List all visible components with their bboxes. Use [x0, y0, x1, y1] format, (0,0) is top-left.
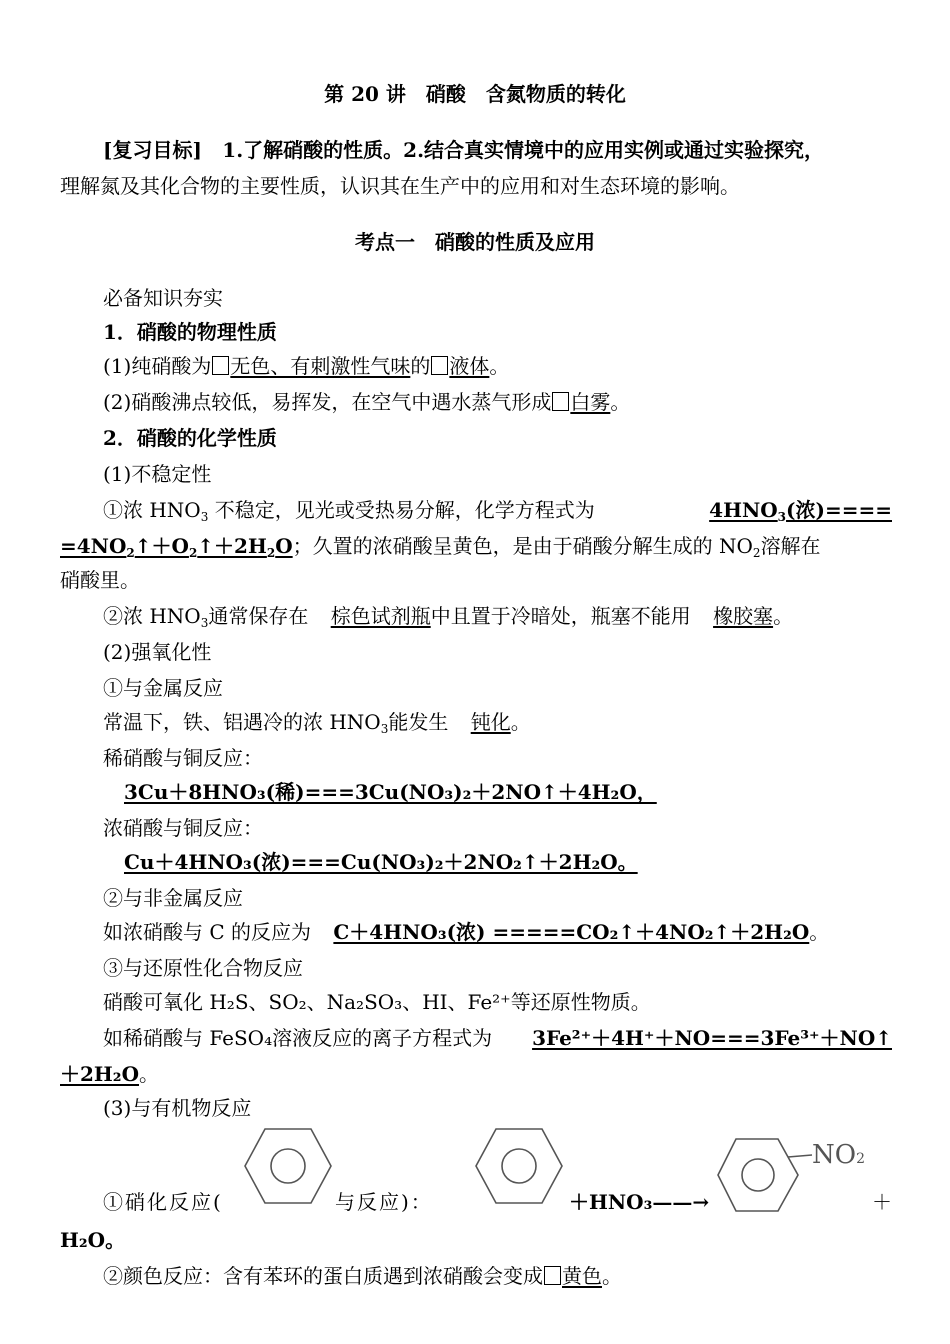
- text: 中且置于冷暗处，瓶塞不能用: [430, 604, 691, 628]
- answer-box: [431, 356, 448, 375]
- review-label: [复习目标]: [103, 138, 202, 162]
- heading-chemical: 2．硝酸的化学性质: [103, 426, 277, 450]
- answer-box: [544, 1266, 561, 1285]
- section-title: 考点一 硝酸的性质及应用: [355, 230, 595, 254]
- carbon-equation: C＋4HNO₃(浓) =====CO₂↑＋4NO₂↑＋2H₂O: [333, 920, 810, 944]
- text: 常温下，铁、铝遇冷的浓 HNO: [103, 710, 381, 734]
- reducing-line: 硝酸可氧化 H₂S、SO₂、Na₂SO₃、HI、Fe²⁺等还原性物质。: [103, 990, 651, 1014]
- review-line-2: 理解氮及其化合物的主要性质，认识其在生产中的应用和对生态环境的影响。: [60, 174, 740, 198]
- nonmetal-heading: ②与非金属反应: [103, 886, 243, 910]
- physical-1: [103, 352, 892, 380]
- answer: 无色、有刺激性气味: [230, 354, 411, 378]
- ionic-line-1: [103, 1024, 892, 1052]
- text: ；久置的浓硝酸呈黄色，是由于硝酸分解生成的 NO: [292, 534, 753, 558]
- page-title: 第 20 讲 硝酸 含氮物质的转化: [324, 82, 626, 106]
- conc-copper-label: 浓硝酸与铜反应：: [103, 816, 263, 840]
- ionic-line-2: [60, 1060, 892, 1088]
- conc-copper-equation: Cu＋4HNO₃(浓)===Cu(NO₃)₂＋2NO₂↑＋2H₂O。: [124, 850, 638, 874]
- sub-oxidizing: (2)强氧化性: [103, 640, 212, 664]
- carbon-line: [103, 918, 892, 946]
- text: ＋: [872, 1190, 892, 1214]
- answer: 橡胶塞: [713, 604, 774, 628]
- metal-heading: ①与金属反应: [103, 676, 223, 700]
- instability-line-2: $=4NO_2↑+O_2↑+2H_2O$；久置的浓硝酸呈黄色，是由于硝酸分解生成的 $NO_2$溶解在: [60, 534, 821, 560]
- text: 溶解在: [760, 534, 821, 558]
- water-line: H₂O。: [60, 1228, 126, 1252]
- text: ②颜色反应：含有苯环的蛋白质遇到浓硝酸会变成: [103, 1264, 543, 1288]
- review-text-1: 1.了解硝酸的性质。2.结合真实情境中的应用实例或通过实验探究，: [222, 138, 825, 162]
- dilute-copper-equation: 3Cu＋8HNO₃(稀)===3Cu(NO₃)₂＋2NO↑＋4H₂O，: [124, 780, 657, 804]
- text: 。: [773, 604, 794, 628]
- text: 的: [410, 354, 431, 378]
- dilute-copper-label: 稀硝酸与铜反应：: [103, 746, 263, 770]
- text: 通常保存在: [208, 604, 309, 628]
- instability-line-1: ①浓 $HNO_3$ 不稳定，见光或受热易分解，化学方程式为 $4HNO_3$(浓)====: [103, 496, 892, 531]
- text: 与反应)：: [335, 1190, 433, 1214]
- storage-line: ②浓 $HNO_3$通常保存在 棕色试剂瓶中且置于冷暗处，瓶塞不能用 橡胶塞。: [103, 604, 794, 630]
- text: 如浓硝酸与 C 的反应为: [103, 920, 312, 944]
- equation-part-1: $4HNO_3$(浓)====: [709, 498, 892, 524]
- no2-label: NO2: [812, 1140, 865, 1170]
- text: ②浓 HNO: [103, 604, 201, 628]
- physical-2: [103, 388, 892, 416]
- sub-instability: (1)不稳定性: [103, 462, 212, 486]
- organic-heading: (3)与有机物反应: [103, 1096, 252, 1120]
- answer: 黄色: [562, 1264, 602, 1288]
- answer-box: [212, 356, 229, 375]
- text: 不稳定，见光或受热易分解，化学方程式为: [214, 498, 595, 522]
- answer: 液体: [449, 354, 490, 378]
- ionic-equation-1: 3Fe²⁺＋4H⁺＋NO===3Fe³⁺＋NO↑: [532, 1026, 892, 1050]
- text: 。: [139, 1062, 159, 1086]
- text: ①硝化反应(: [103, 1190, 223, 1214]
- text: ①浓 HNO: [103, 498, 201, 522]
- reducing-heading: ③与还原性化合物反应: [103, 956, 303, 980]
- ionic-equation-2: ＋2H₂O: [60, 1062, 139, 1086]
- answer: 钝化: [470, 710, 511, 734]
- text: 如稀硝酸与 FeSO₄溶液反应的离子方程式为: [103, 1026, 493, 1050]
- heading-physical: 1．硝酸的物理性质: [103, 320, 277, 344]
- text: 能发生: [388, 710, 449, 734]
- text: 。: [610, 390, 631, 414]
- nitration-line: [103, 1188, 892, 1216]
- text: 。: [489, 354, 510, 378]
- text: (1)纯硝酸为: [103, 354, 212, 378]
- equation-part-2: $=4NO_2↑+O_2↑+2H_2O$: [60, 534, 293, 560]
- text: 。: [510, 710, 531, 734]
- answer: 棕色试剂瓶: [330, 604, 431, 628]
- instability-line-3: 硝酸里。: [60, 568, 140, 592]
- intro: 必备知识夯实: [103, 286, 223, 310]
- text: (2)硝酸沸点较低，易挥发，在空气中遇水蒸气形成: [103, 390, 552, 414]
- passivation-line: 常温下，铁、铝遇冷的浓 $HNO_3$能发生 钝化。: [103, 710, 531, 736]
- answer: 白雾: [570, 390, 611, 414]
- text: ＋HNO₃——→: [569, 1190, 710, 1214]
- review-line-1: [103, 136, 892, 164]
- text: 。: [809, 920, 830, 944]
- answer-box: [552, 392, 569, 411]
- color-reaction-line: [103, 1262, 892, 1290]
- text: 。: [602, 1264, 622, 1288]
